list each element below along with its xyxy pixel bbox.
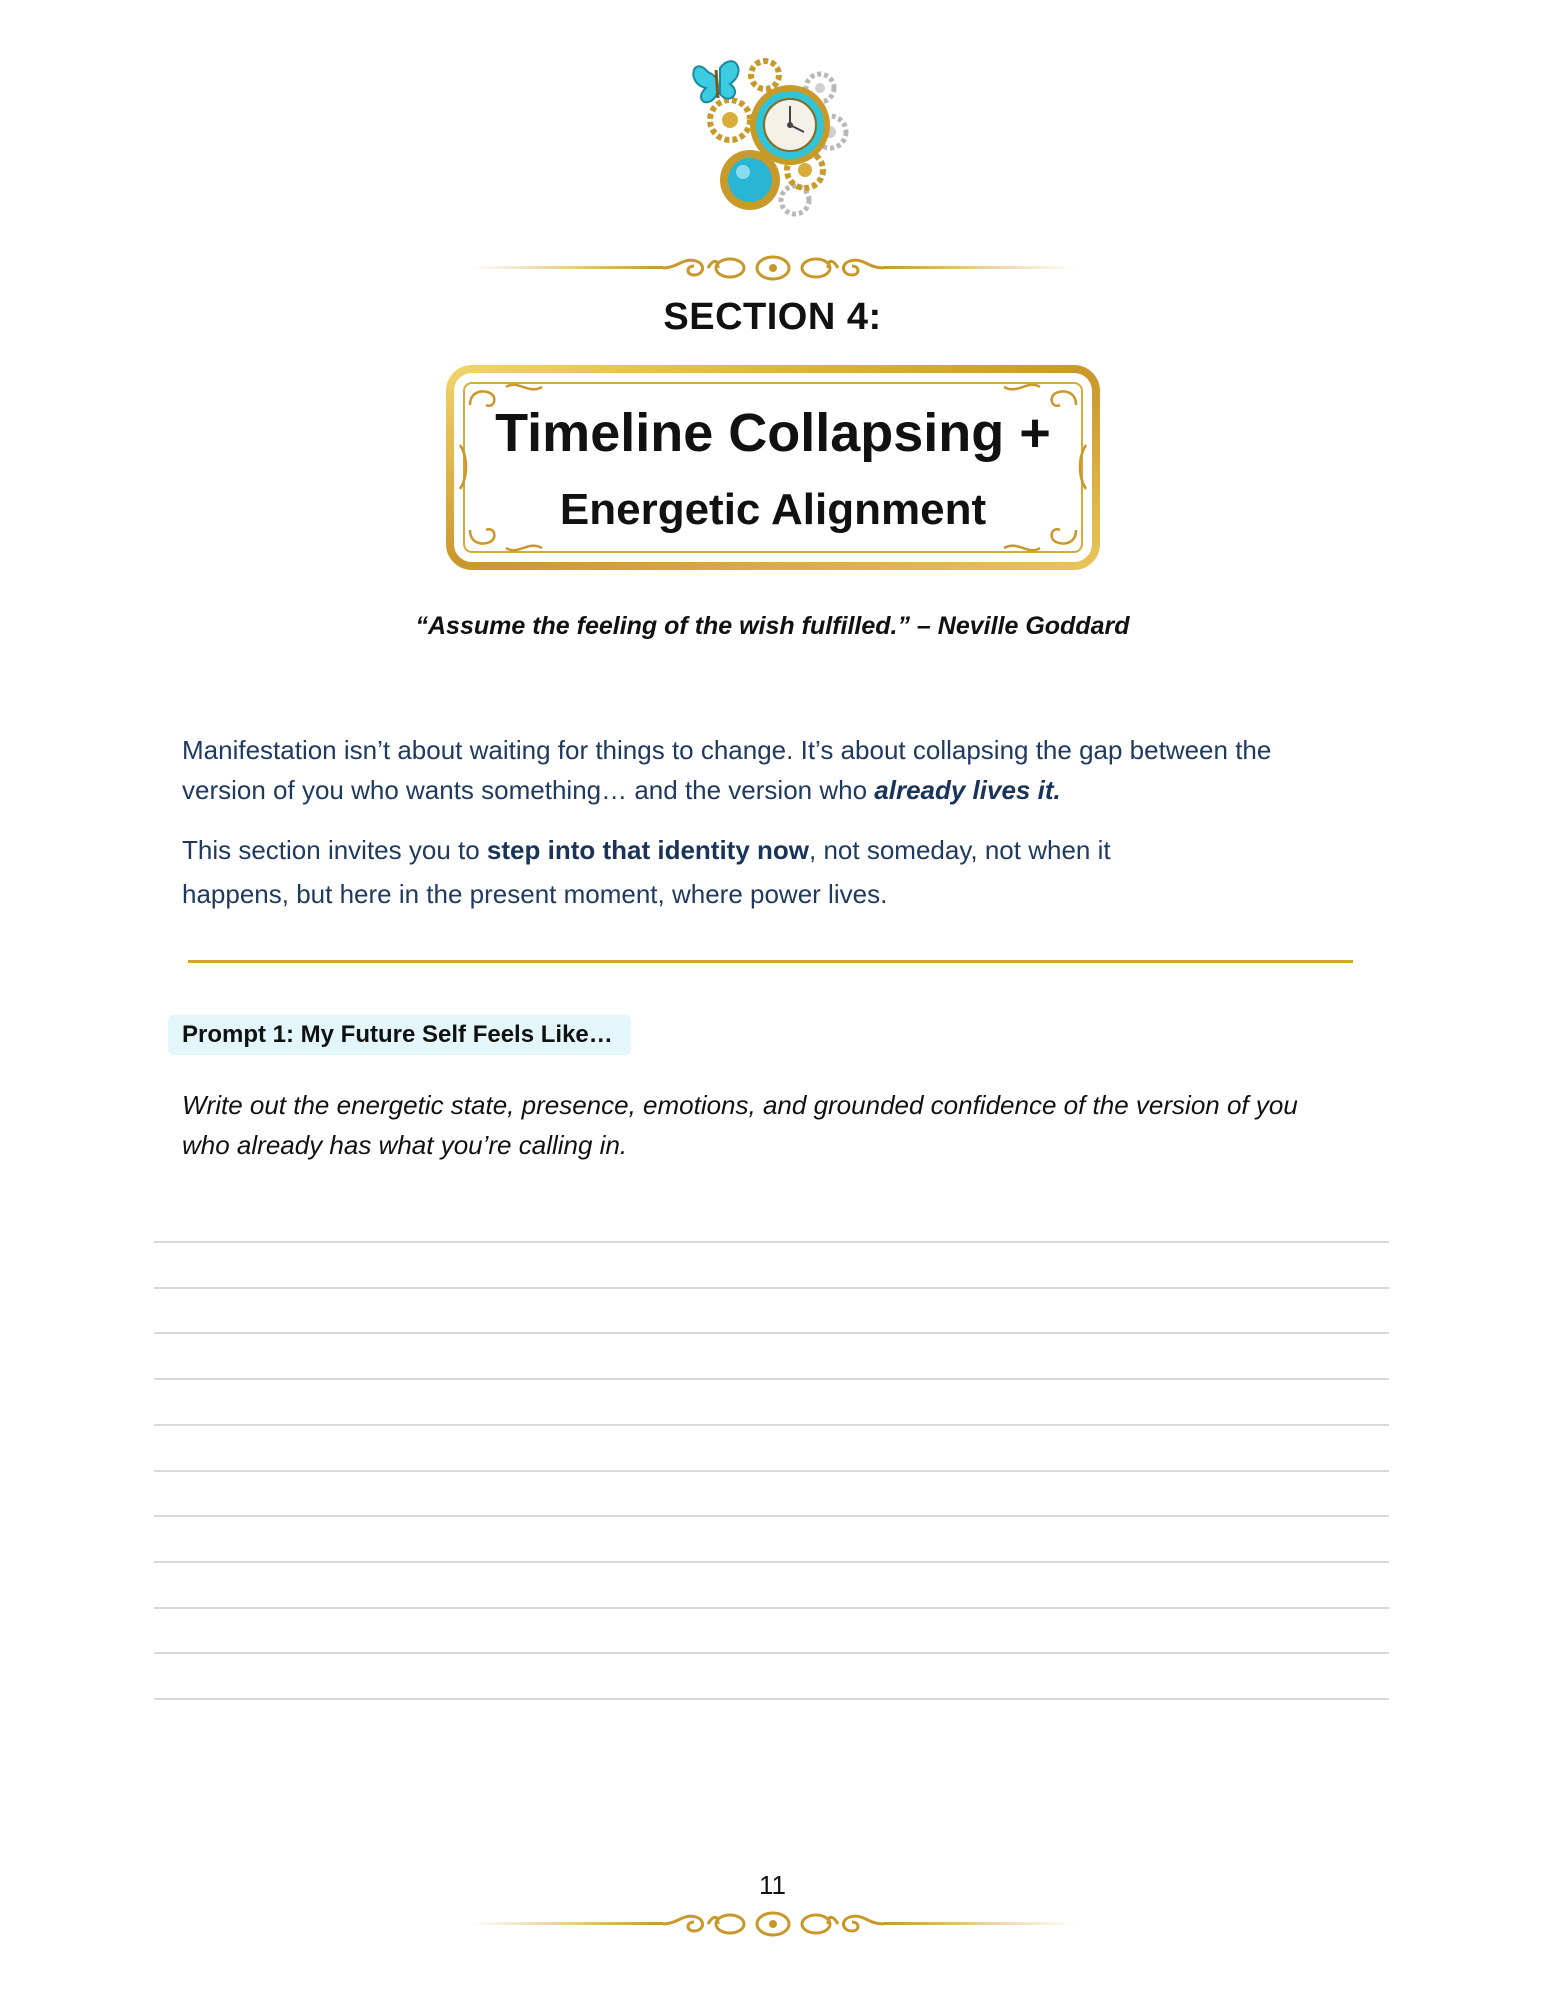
intro-p1-emphasis: already lives it.	[874, 775, 1061, 805]
intro-p2-text-b: , not someday, not when it happens, but here in the present moment, where power lives.	[182, 835, 1111, 909]
writing-line[interactable]	[154, 1652, 1389, 1654]
writing-line[interactable]	[154, 1287, 1389, 1289]
writing-line[interactable]	[154, 1515, 1389, 1517]
writing-line[interactable]	[154, 1698, 1389, 1700]
page-number: 11	[759, 1870, 786, 1900]
intro-p2-text-a: This section invites you to	[182, 835, 487, 865]
intro-paragraph-2	[182, 828, 1202, 916]
writing-line[interactable]	[154, 1561, 1389, 1563]
gold-flourish-divider-icon	[468, 251, 1078, 285]
intro-p2-emphasis: step into that identity now	[486, 835, 810, 865]
intro-p1-text: Manifestation isn’t about waiting for things to change. It’s about collapsing the gap between the version of you who wants something… and the version who	[182, 735, 1272, 805]
writing-line[interactable]	[154, 1241, 1389, 1243]
gold-flourish-divider-icon	[468, 1907, 1078, 1941]
writing-line[interactable]	[154, 1332, 1389, 1334]
writing-line[interactable]	[154, 1607, 1389, 1609]
gold-section-divider	[188, 960, 1353, 963]
writing-line[interactable]	[154, 1378, 1389, 1380]
prompt-instructions: Write out the energetic state, presence, emotions, and grounded confidence of the version of you who already has what you’re calling in.	[182, 1090, 1298, 1160]
title-line-2: Energetic Alignment	[559, 485, 987, 534]
writing-line[interactable]	[154, 1424, 1389, 1426]
prompt-title-badge: Prompt 1: My Future Self Feels Like…	[168, 1015, 631, 1055]
title-line-1: Timeline Collapsing +	[495, 403, 1051, 463]
epigraph-quote: “Assume the feeling of the wish fulfilled.” – Neville Goddard	[415, 612, 1130, 640]
steampunk-emblem-icon	[690, 50, 860, 225]
writing-line[interactable]	[154, 1470, 1389, 1472]
section-label: SECTION 4:	[663, 296, 882, 338]
intro-paragraph-1	[182, 730, 1362, 810]
ornate-gold-frame-icon	[446, 365, 1100, 570]
